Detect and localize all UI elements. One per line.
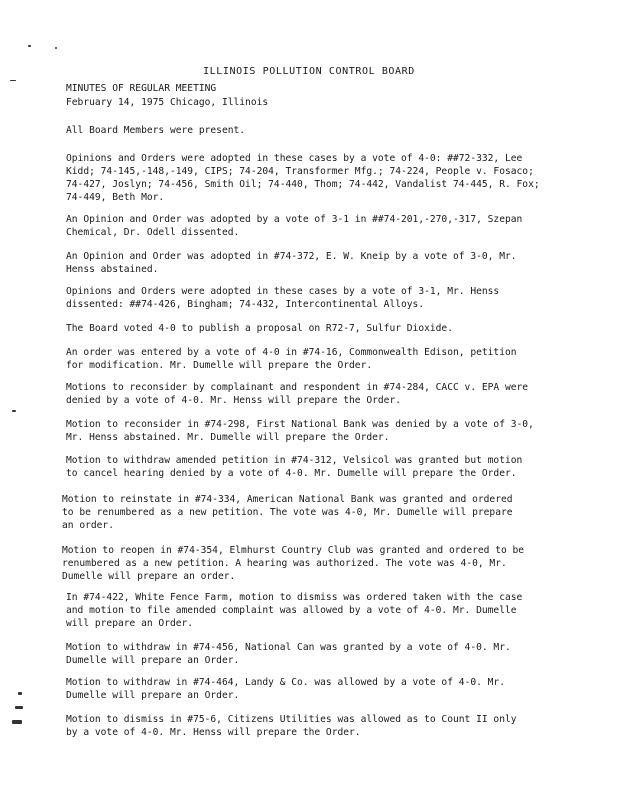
meeting-heading: MINUTES OF REGULAR MEETING	[66, 83, 217, 94]
paragraph-line: Opinions and Orders were adopted in these cases by a vote of 4-0: ##72-332, Lee	[66, 153, 523, 164]
paragraph-line: Opinions and Orders were adopted in these cases by a vote of 3-1, Mr. Henss	[66, 286, 500, 297]
paragraph-line: Motion to reconsider in #74-298, First National Bank was denied by a vote of 3-0,	[66, 419, 534, 430]
paragraph-line: Dumelle will prepare an Order.	[66, 690, 240, 701]
paragraph-line: Motion to withdraw in #74-456, National Can was granted by a vote of 4-0. Mr.	[66, 642, 511, 653]
scan-speck	[15, 706, 23, 709]
scan-speck	[12, 410, 16, 412]
paragraph-line: The Board voted 4-0 to publish a proposal on R72-7, Sulfur Dioxide.	[66, 323, 453, 334]
paragraph-line: to cancel hearing denied by a vote of 4-0. Mr. Dumelle will prepare the Order.	[66, 468, 517, 479]
paragraph-line: Henss abstained.	[66, 264, 159, 275]
paragraph-line: Motions to reconsider by complainant and respondent in #74-284, CACC v. EPA were	[66, 382, 529, 393]
scan-speck	[12, 720, 22, 724]
paragraph-line: by a vote of 4-0. Mr. Henss will prepare the Order.	[66, 727, 361, 738]
paragraph-line: Motion to reopen in #74-354, Elmhurst Country Club was granted and ordered to be	[62, 545, 525, 556]
meeting-date: February 14, 1975 Chicago, Illinois	[66, 97, 269, 108]
paragraph-line: Kidd; 74-145,-148,-149, CIPS; 74-204, Transformer Mfg.; 74-224, People v. Fosaco;	[66, 166, 534, 177]
paragraph-line: renumbered as a new petition. A hearing was authorized. The vote was 4-0, Mr.	[62, 558, 507, 569]
paragraph-line: Motion to dismiss in #75-6, Citizens Utilities was allowed as to Count II only	[66, 714, 517, 725]
paragraph-line: Chemical, Dr. Odell dissented.	[66, 227, 240, 238]
scan-speck	[28, 45, 31, 47]
paragraph-line: to be renumbered as a new petition. The vote was 4-0, Mr. Dumelle will prepare	[62, 507, 513, 518]
paragraph-line: will prepare an Order.	[66, 618, 194, 629]
paragraph-line: Mr. Henss abstained. Mr. Dumelle will prepare the Order.	[66, 432, 390, 443]
paragraph-line: An order was entered by a vote of 4-0 in #74-16, Commonwealth Edison, petition	[66, 347, 517, 358]
scan-speck	[10, 80, 16, 81]
paragraph-line: Dumelle will prepare an Order.	[66, 655, 240, 666]
paragraph-line: In #74-422, White Fence Farm, motion to dismiss was ordered taken with the case	[66, 592, 523, 603]
paragraph-line: Motion to withdraw in #74-464, Landy & Co. was allowed by a vote of 4-0. Mr.	[66, 677, 505, 688]
attendance-line: All Board Members were present.	[66, 125, 246, 136]
paragraph-line: An Opinion and Order was adopted in #74-372, E. W. Kneip by a vote of 3-0, Mr.	[66, 251, 517, 262]
paragraph-line: Dumelle will prepare an order.	[62, 571, 236, 582]
scan-speck	[18, 692, 22, 695]
paragraph-line: Motion to withdraw amended petition in #74-312, Velsicol was granted but motion	[66, 455, 523, 466]
paragraph-line: for modification. Mr. Dumelle will prepare the Order.	[66, 360, 373, 371]
paragraph-line: and motion to file amended complaint was allowed by a vote of 4-0. Mr. Dumelle	[66, 605, 517, 616]
paragraph-line: An Opinion and Order was adopted by a vote of 3-1 in ##74-201,-270,-317, Szepan	[66, 214, 523, 225]
paragraph-line: an order.	[62, 520, 114, 531]
paragraph-line: Motion to reinstate in #74-334, American National Bank was granted and ordered	[62, 494, 513, 505]
paragraph-line: dissented: ##74-426, Bingham; 74-432, Intercontinental Alloys.	[66, 299, 425, 310]
paragraph-line: 74-449, Beth Mor.	[66, 192, 165, 203]
scan-speck	[55, 47, 57, 49]
board-title: ILLINOIS POLLUTION CONTROL BOARD	[203, 66, 415, 77]
paragraph-line: 74-427, Joslyn; 74-456, Smith Oil; 74-440, Thom; 74-442, Vandalist 74-445, R. Fox;	[66, 179, 540, 190]
paragraph-line: denied by a vote of 4-0. Mr. Henss will prepare the Order.	[66, 395, 402, 406]
